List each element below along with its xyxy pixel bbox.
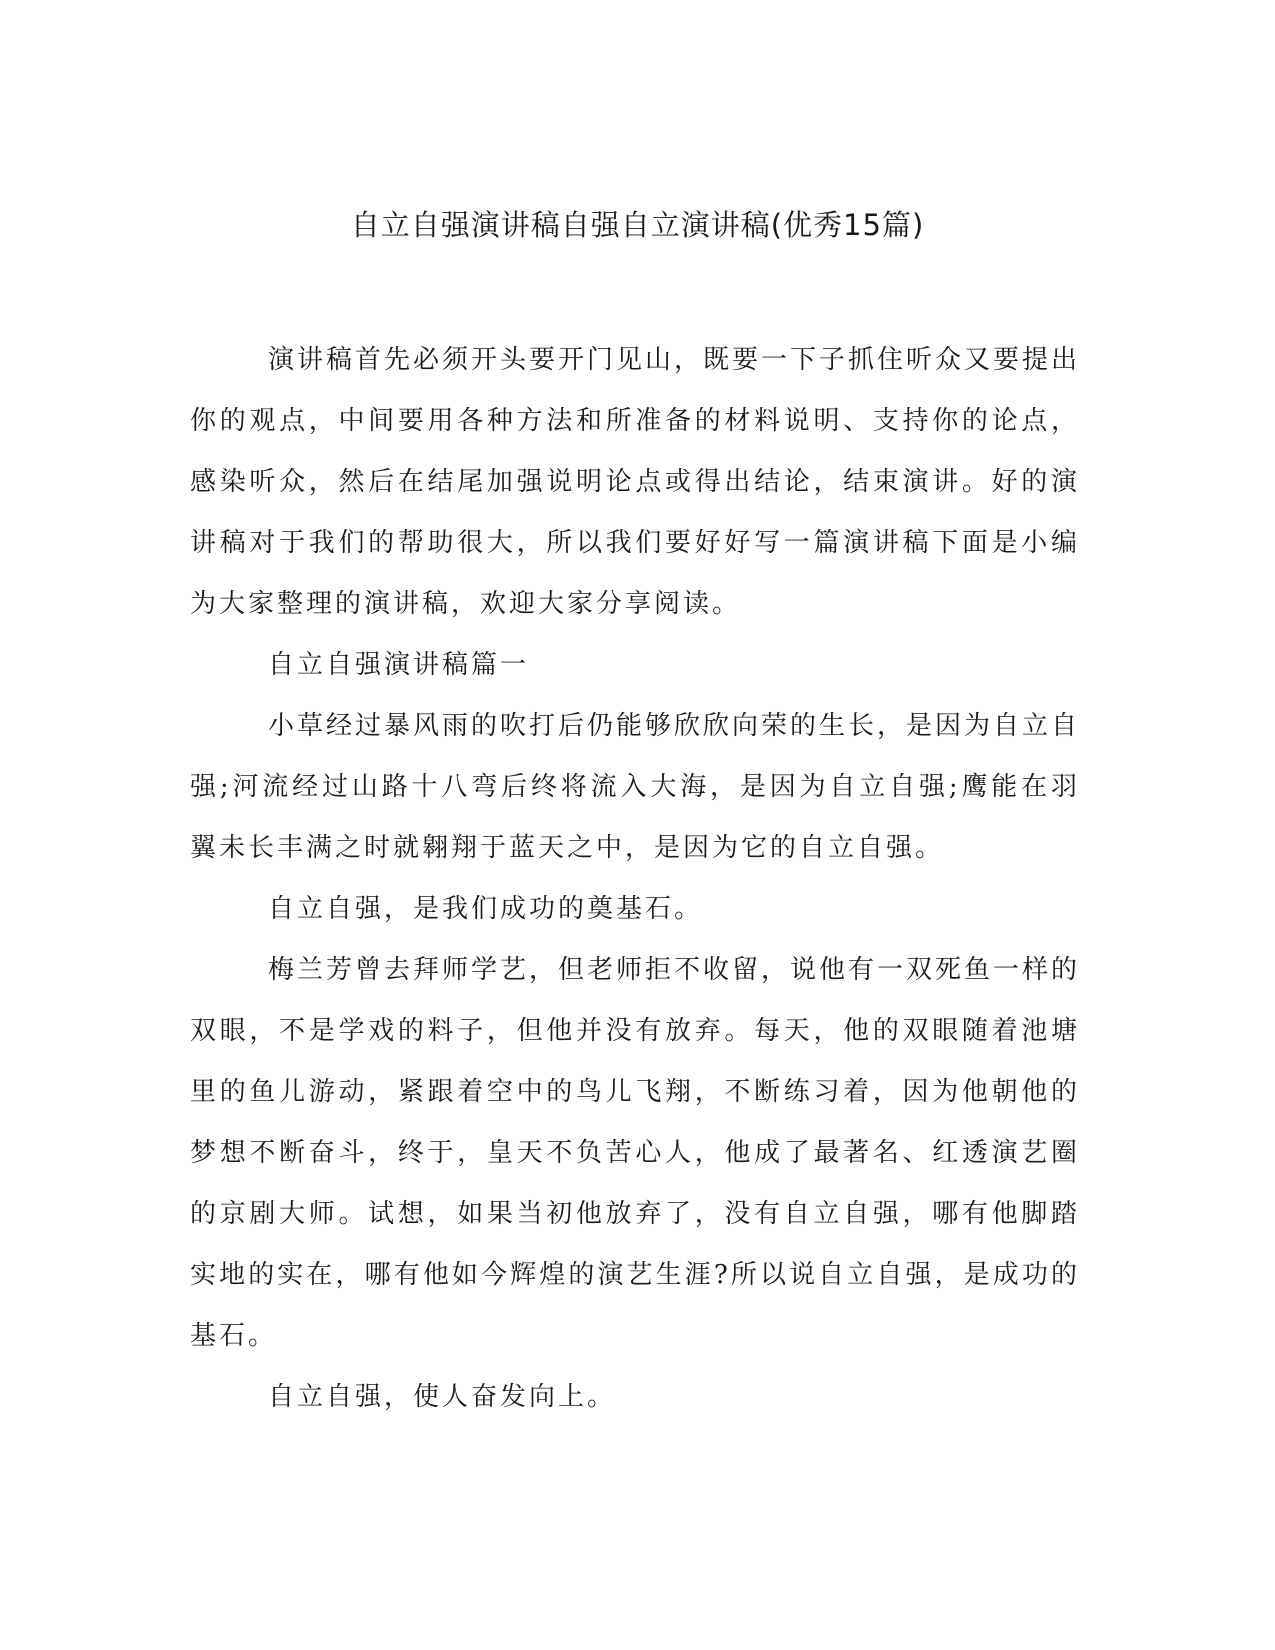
body-paragraph: 梅兰芳曾去拜师学艺，但老师拒不收留，说他有一双死鱼一样的双眼，不是学戏的料子，但他并没有放弃。每天，他的双眼随着池塘里的鱼儿游动，紧跟着空中的鸟儿飞翔，不断练习着，因为他朝他的梦想不断奋斗，终于，皇天不负苦心人，他成了最著名、红透演艺圈的京剧大师。试想，如果当初他放弃了，没有自立自强，哪有他脚踏实地的实在，哪有他如今辉煌的演艺生涯?所以说自立自强，是成功的基石。 [190,955,1081,1351]
body-paragraph: 自立自强，是我们成功的奠基石。 [268,894,704,924]
body-paragraph: 小草经过暴风雨的吹打后仍能够欣欣向荣的生长，是因为自立自强;河流经过山路十八弯后终将流入大海，是因为自立自强;鹰能在羽翼未长丰满之时就翱翔于蓝天之中，是因为它的自立自强。 [190,711,1081,863]
document-body [190,330,1080,1428]
document-title: 自立自强演讲稿自强自立演讲稿(优秀15篇) [350,208,925,242]
intro-paragraph: 演讲稿首先必须开头要开门见山，既要一下子抓住听众又要提出你的观点，中间要用各种方法和所准备的材料说明、支持你的论点，感染听众，然后在结尾加强说明论点或得出结论，结束演讲。好的演讲稿对于我们的帮助很大，所以我们要好好写一篇演讲稿下面是小编为大家整理的演讲稿，欢迎大家分享阅读。 [190,345,1081,619]
section-heading-1: 自立自强演讲稿篇一 [268,650,530,680]
body-paragraph: 自立自强，使人奋发向上。 [268,1382,617,1412]
